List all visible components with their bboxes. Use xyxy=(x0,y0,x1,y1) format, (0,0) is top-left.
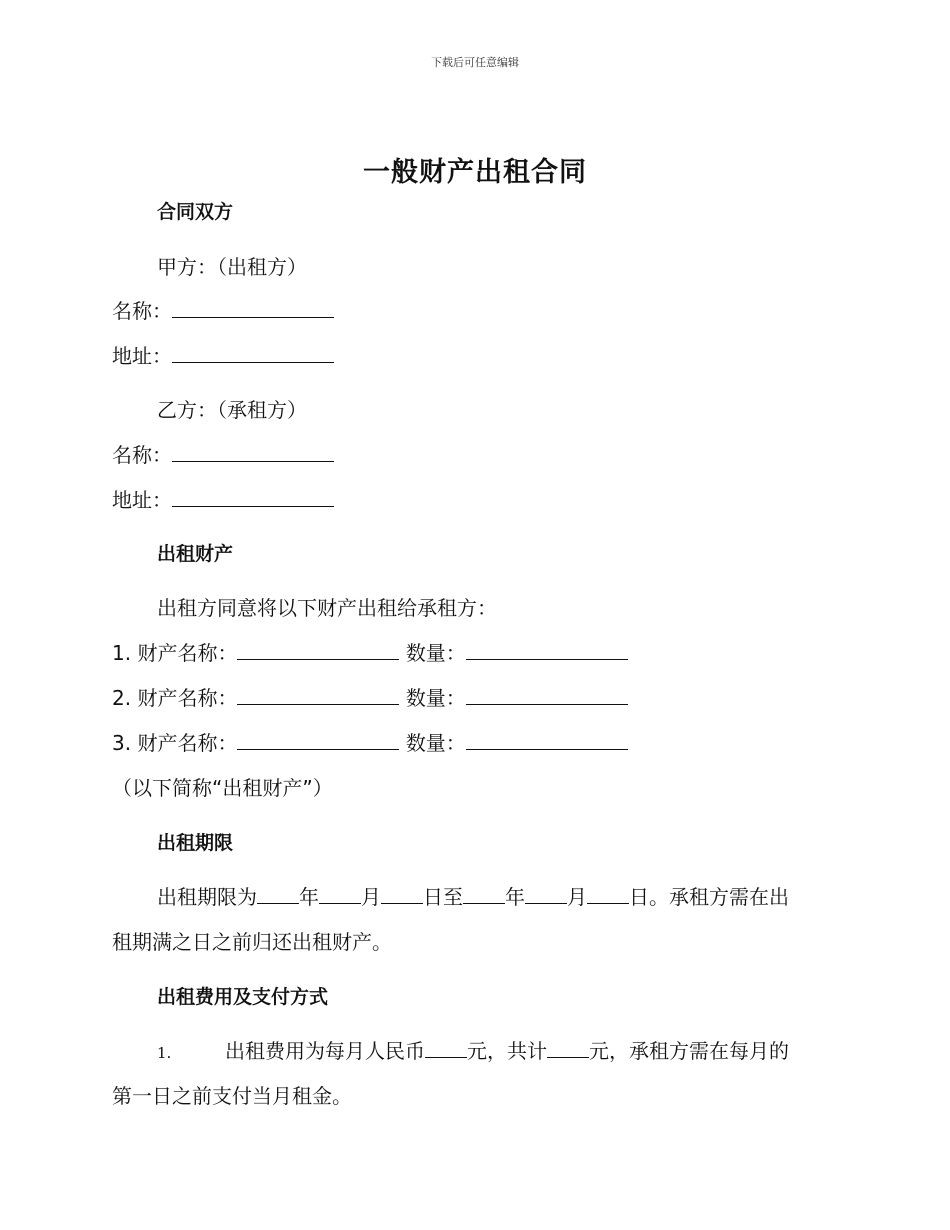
payment-paragraph-line2: 第一日之前支付当月租金。 xyxy=(112,1084,352,1108)
payment-mid: 元，共计 xyxy=(467,1039,547,1063)
payment-lead: 出租费用为每月人民币 xyxy=(225,1039,425,1063)
payment-tail: 元，承租方需在每月的 xyxy=(589,1039,789,1063)
party-b-address-row xyxy=(112,486,334,514)
header-note: 下载后可任意编辑 xyxy=(431,56,519,69)
term-paragraph-line2: 租期满之日之前归还出租财产。 xyxy=(112,930,392,954)
property-name-blank[interactable] xyxy=(237,639,399,660)
monthly-rent-blank[interactable] xyxy=(425,1037,467,1058)
document-title: 一般财产出租合同 xyxy=(363,157,587,188)
year-label: 年 xyxy=(505,885,525,909)
month-label: 月 xyxy=(361,885,381,909)
end-month-blank[interactable] xyxy=(525,883,567,904)
term-lead: 出租期限为 xyxy=(157,885,257,909)
address-label: 地址： xyxy=(112,488,172,512)
payment-paragraph-line1 xyxy=(157,1037,789,1067)
party-a-name-blank[interactable] xyxy=(172,297,334,318)
quantity-label: 数量： xyxy=(405,641,466,665)
day-to-label: 日至 xyxy=(423,885,463,909)
party-a-address-row xyxy=(112,342,334,370)
year-label: 年 xyxy=(299,885,319,909)
name-label: 名称： xyxy=(112,299,172,323)
party-b-name-blank[interactable] xyxy=(172,441,334,462)
quantity-blank[interactable] xyxy=(466,684,628,705)
property-item-row xyxy=(112,684,628,712)
property-item-prefix: 3. 财产名称： xyxy=(112,731,238,755)
quantity-blank[interactable] xyxy=(466,639,628,660)
party-b-address-blank[interactable] xyxy=(172,486,334,507)
party-b-name-row xyxy=(112,441,334,469)
start-year-blank[interactable] xyxy=(257,883,299,904)
section-heading-payment: 出租费用及支付方式 xyxy=(157,986,329,1008)
start-month-blank[interactable] xyxy=(319,883,361,904)
section-heading-term: 出租期限 xyxy=(157,832,234,854)
property-note: （以下简称“出租财产”） xyxy=(112,776,333,800)
section-heading-parties: 合同双方 xyxy=(157,201,234,223)
month-label: 月 xyxy=(567,885,587,909)
party-a-label: 甲方：（出租方） xyxy=(157,255,307,279)
quantity-label: 数量： xyxy=(405,731,466,755)
term-paragraph-line1 xyxy=(157,883,789,911)
end-year-blank[interactable] xyxy=(463,883,505,904)
term-tail: 日。承租方需在出 xyxy=(629,885,789,909)
property-item-row xyxy=(112,639,628,667)
quantity-blank[interactable] xyxy=(466,729,628,750)
property-item-prefix: 1. 财产名称： xyxy=(112,641,238,665)
name-label: 名称： xyxy=(112,443,172,467)
property-item-row xyxy=(112,729,628,757)
property-name-blank[interactable] xyxy=(237,729,399,750)
section-heading-property: 出租财产 xyxy=(157,543,234,565)
property-item-prefix: 2. 财产名称： xyxy=(112,686,238,710)
address-label: 地址： xyxy=(112,344,172,368)
party-a-name-row xyxy=(112,297,334,325)
quantity-label: 数量： xyxy=(405,686,466,710)
property-intro: 出租方同意将以下财产出租给承租方： xyxy=(157,596,497,620)
end-day-blank[interactable] xyxy=(587,883,629,904)
start-day-blank[interactable] xyxy=(381,883,423,904)
party-b-label: 乙方：（承租方） xyxy=(157,398,307,422)
total-rent-blank[interactable] xyxy=(547,1037,589,1058)
list-number: 1. xyxy=(157,1044,172,1062)
party-a-address-blank[interactable] xyxy=(172,342,334,363)
property-name-blank[interactable] xyxy=(237,684,399,705)
